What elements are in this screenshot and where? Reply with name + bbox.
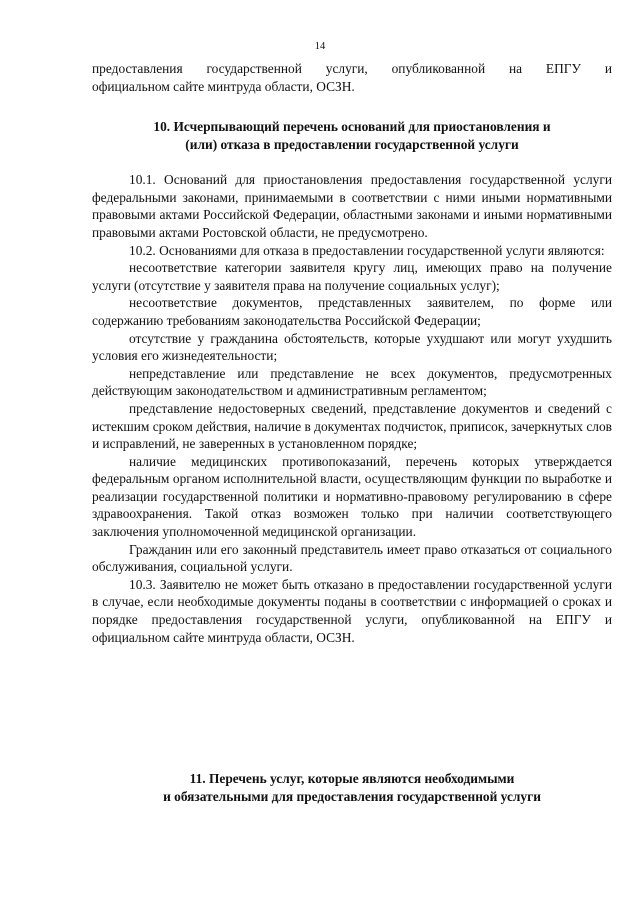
list-item: представление недостоверных сведений, представление документов и сведений с истекшим сроком действия, наличие в документах подчисток, приписок, зачеркнутых слов и исправлений, не заверенных в установленном порядке; (92, 400, 612, 452)
section-10 (92, 118, 612, 646)
page-number: 14 (314, 41, 326, 52)
section-heading: (или) отказа в предоставлении государственной услуги (185, 136, 519, 152)
section-11 (92, 770, 612, 805)
paragraph-10-2: 10.2. Основаниями для отказа в предоставлении государственной услуги являются: (129, 242, 605, 258)
section-heading: и обязательными для предоставления государственной услуги (163, 788, 541, 804)
intro-line: официальном сайте минтруда области, ОСЗН. (92, 78, 355, 94)
section-heading: 11. Перечень услуг, которые являются необходимыми (189, 771, 515, 786)
intro-line: предоставления государственной услуги, опубликованной на ЕПГУ и (92, 61, 612, 76)
intro-paragraph (92, 60, 612, 95)
list-item: несоответствие категории заявителя кругу лиц, имеющих право на получение услуги (отсутствие у заявителя права на получение социальных услуг); (92, 260, 612, 293)
list-item: наличие медицинских противопоказаний, перечень которых утверждается федеральным органом исполнительной власти, осуществляющим функции по выработке и реализации государственной политики и нормативно-правовому регулированию в сфере здравоохранения. Такой отказ возможен только при наличии соответствующего заключения уполномоченной медицинской организации. (92, 453, 612, 540)
paragraph-10-3: 10.3. Заявителю не может быть отказано в предоставлении государственной услуги в случае, если необходимые документы поданы в соответствии с информацией о сроках и порядке предоставления государственной услуги, опубликованной на ЕПГУ и официальном сайте минтруда области, ОСЗН. (92, 576, 612, 645)
section-heading: 10. Исчерпывающий перечень оснований для приостановления и (153, 119, 551, 134)
paragraph-refusal-right: Гражданин или его законный представитель имеет право отказаться от социального обслуживания, социальной услуги. (92, 541, 612, 575)
list-item: отсутствие у гражданина обстоятельств, которые ухудшают или могут ухудшить условия его жизнедеятельности; (92, 330, 612, 364)
list-item: непредставление или представление не всех документов, предусмотренных действующим законодательством и административным регламентом; (92, 365, 612, 399)
list-item: несоответствие документов, представленных заявителем, по форме или содержанию требованиям законодательства Российской Федерации; (92, 295, 612, 328)
paragraph-10-1: 10.1. Оснований для приостановления предоставления государственной услуги федеральными законами, принимаемыми в соответствии с ними иными нормативными правовыми актами Российской Федерации, областными законами и иными нормативными правовыми актами Ростовской области, не предусмотрено. (92, 172, 612, 240)
